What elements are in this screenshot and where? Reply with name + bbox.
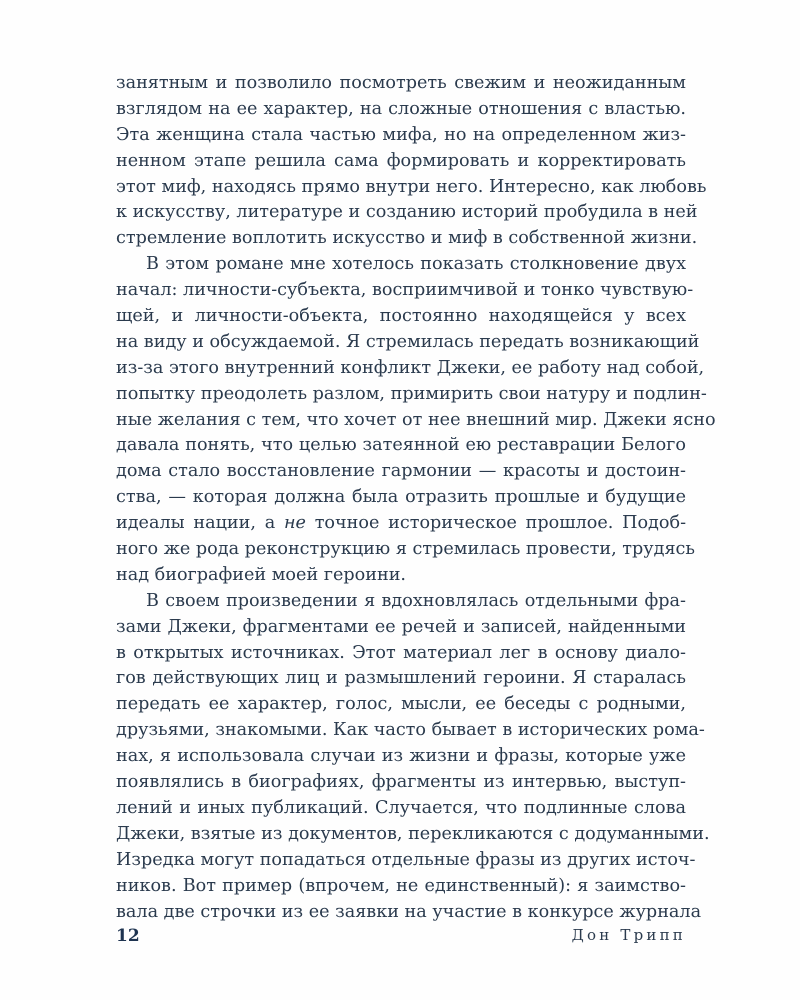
text-line: попытку преодолеть разлом, примирить свои натуру и подлин-	[116, 383, 707, 404]
paragraph-start-line: В своем произведении я вдохновлялась отдельными фра-	[146, 590, 686, 611]
text-line: над биографией моей героини.	[116, 564, 407, 585]
text-line: появлялись в биографиях, фрагменты из интервью, выступ-	[116, 772, 686, 793]
text-line: давала понять, что целью затеянной ею реставрации Белого	[116, 435, 686, 456]
text-line: ного же рода реконструкцию я стремилась провести, трудясь	[116, 539, 695, 560]
text-line: зами Джеки, фрагментами ее речей и записей, найденными	[116, 616, 686, 637]
text-line: Изредка могут попадаться отдельные фразы из других источ-	[116, 849, 696, 870]
text-line: ников. Вот пример (впрочем, не единственный): я заимство-	[116, 875, 686, 896]
text-line: лений и иных публикаций. Случается, что подлинные слова	[116, 797, 686, 818]
text-line: вала две строчки из ее заявки на участие в конкурсе журнала	[116, 901, 702, 922]
text-line: щей, и личности-объекта, постоянно находящейся у всех	[116, 306, 686, 327]
italic-word: не	[283, 513, 306, 534]
running-footer-author: Дон Трипп	[571, 926, 686, 944]
text-line: гов действующих лиц и размышлений героини. Я старалась	[116, 668, 686, 689]
text-line: в открытых источниках. Этот материал лег в основу диало-	[116, 642, 686, 663]
text-line: занятным и позволило посмотреть свежим и неожиданным	[116, 73, 686, 93]
text-line: взглядом на ее характер, на сложные отношения с властью.	[116, 98, 686, 119]
text-line: на виду и обсуждаемой. Я стремилась передать возникающий	[116, 331, 700, 352]
text-line: из-за этого внутренний конфликт Джеки, ее работу над собой,	[116, 357, 705, 378]
text-segment: точное историческое прошлое. Подоб-	[314, 513, 687, 534]
page-number: 12	[116, 926, 140, 946]
text-line-with-italic	[116, 511, 686, 537]
text-segment: идеалы нации, а	[116, 513, 276, 534]
paragraph-start-line: В этом романе мне хотелось показать столкновение двух	[146, 254, 686, 275]
text-line: Эта женщина стала частью мифа, но на определенном жиз-	[116, 124, 686, 145]
text-line: к искусству, литературе и созданию историй пробудила в ней	[116, 202, 698, 223]
text-line: дома стало восстановление гармонии — красоты и достоин-	[116, 461, 686, 482]
text-line: ства, — которая должна была отразить прошлые и будущие	[116, 487, 686, 508]
text-line: Джеки, взятые из документов, перекликаются с додуманными.	[116, 823, 710, 844]
body-text	[116, 71, 716, 925]
text-line: ные желания с тем, что хочет от нее внешний мир. Джеки ясно	[116, 409, 716, 430]
text-line: друзьями, знакомыми. Как часто бывает в исторических рома-	[116, 720, 705, 741]
text-line: начал: личности-субъекта, восприимчивой и тонко чувствую-	[116, 280, 694, 301]
text-line: этот миф, находясь прямо внутри него. Интересно, как любовь	[116, 176, 707, 197]
text-line: ненном этапе решила сама формировать и корректировать	[116, 150, 686, 171]
text-line: стремление воплотить искусство и миф в собственной жизни.	[116, 228, 698, 249]
text-line: нах, я использовала случаи из жизни и фразы, которые уже	[116, 746, 686, 767]
text-line: передать ее характер, голос, мысли, ее беседы с родными,	[116, 694, 686, 715]
